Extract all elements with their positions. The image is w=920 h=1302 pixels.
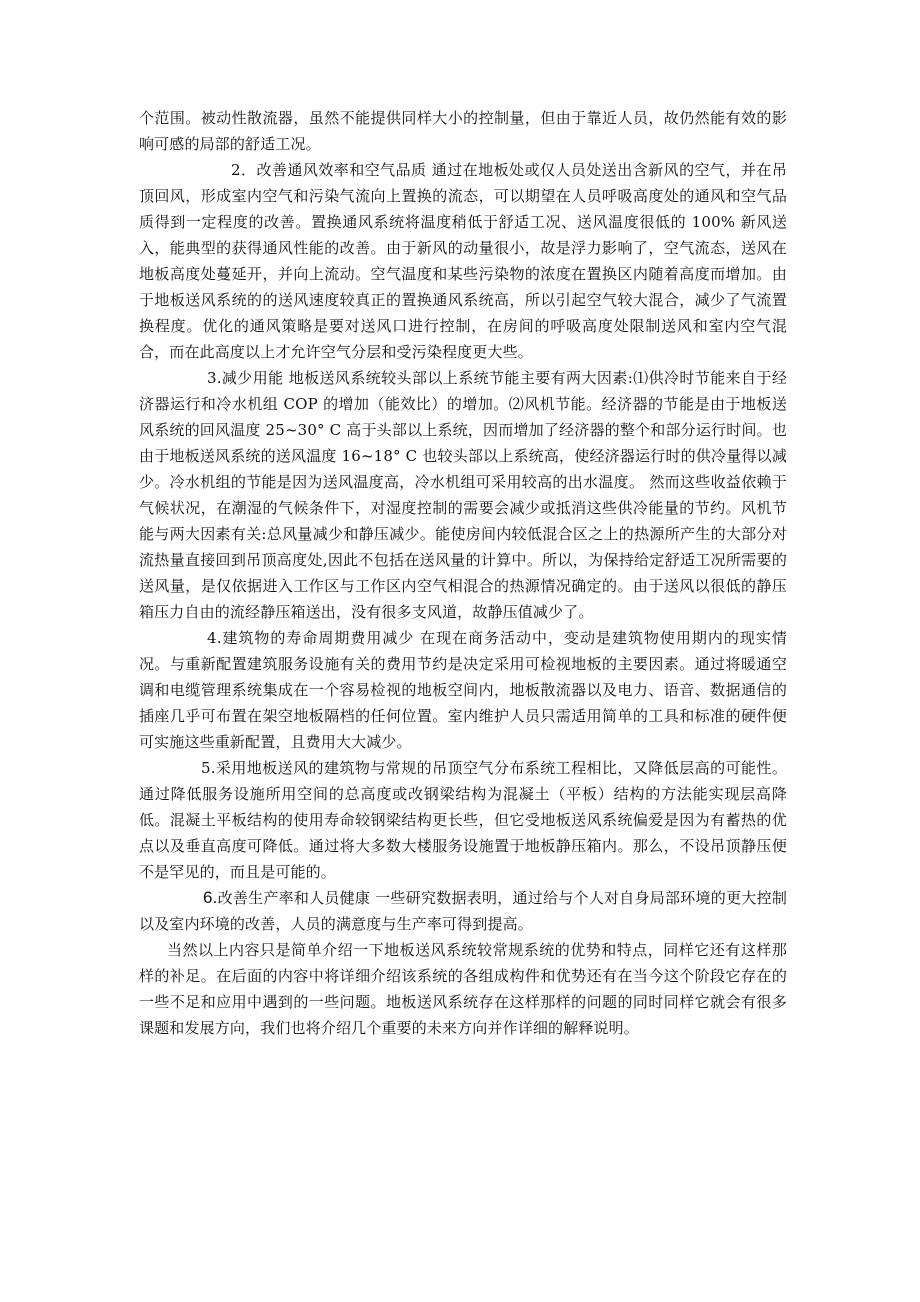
paragraph-conclusion — [139, 937, 787, 1041]
section-heading-2: 2．改善通风效率和空气品质 — [231, 161, 427, 179]
paragraph-text: 在现在商务活动中，变动是建筑物使用期内的现实情况。与重新配置建筑服务设施有关的费用节约是决定采用可检视地板的主要因素。通过将暖通空调和电缆管理系统集成在一个容易检视的地板空间内，地板散流器以及电力、语音、数据通信的插座几乎可布置在架空地板隔档的任何位置。室内维护人员只需适用简单的工具和标准的硬件便可实施这些重新配置，且费用大大减少。 — [139, 629, 787, 751]
paragraph-text: 个范围。被动性散流器，虽然不能提供同样大小的控制量，但由于靠近人员，故仍然能有效的影响可感的局部的舒适工况。 — [139, 109, 787, 153]
paragraph-productivity — [139, 885, 787, 937]
paragraph-lifecycle-cost — [139, 625, 787, 755]
paragraph-floor-height — [139, 755, 787, 885]
paragraph-intro-continuation — [139, 105, 787, 157]
paragraph-ventilation-efficiency — [139, 157, 787, 365]
section-heading-4: 4.建筑物的寿命周期费用减少 — [207, 629, 415, 647]
paragraph-text: 地板送风系统较头部以上系统节能主要有两大因素:⑴供冷时节能来自于经济器运行和冷水机组 COP 的增加（能效比）的增加。⑵风机节能。经济器的节能是由于地板送风系统的回风温度 25~30° C 高于头部以上系统，因而增加了经济器的整个和部分运行时间。也由于地板送风系统的送风温度 16~18° C 也较头部以上系统高，使经济器运行时的供冷量得以减少。冷水机组的节能是因为送风温度高，冷水机组可采用较高的出水温度。 然而这些收益依赖于气候状况，在潮湿的气候条件下，对湿度控制的需要会减少或抵消这些供冷能量的节约。风机节能与两大因素有关:总风量减少和静压减少。能使房间内较低混合区之上的热源所产生的大部分对流热量直接回到吊顶高度处,因此不包括在送风量的计算中。所以，为保持给定舒适工况所需要的送风量，是仅依据进入工作区与工作区内空气相混合的热源情况确定的。由于送风以很低的静压箱压力自由的流经静压箱送出，没有很多支风道，故静压值减少了。 — [139, 369, 787, 621]
paragraph-text: 5.采用地板送风的建筑物与常规的吊顶空气分布系统工程相比，又降低层高的可能性。通过降低服务设施所用空间的总高度或改钢梁结构为混凝土（平板）结构的方法能实现层高降低。混凝土平板结构的使用寿命较钢梁结构更长些，但它受地板送风系统偏爱是因为有蓄热的优点以及垂直高度可降低。通过将大多数大楼服务设施置于地板静压箱内。那么，不设吊顶静压便不是罕见的，而且是可能的。 — [139, 759, 787, 881]
section-heading-6: 改善生产率和人员健康 — [217, 889, 371, 907]
paragraph-text: 通过在地板处或仅人员处送出含新风的空气，并在吊顶回风，形成室内空气和污染气流向上置换的流态，可以期望在人员呼吸高度处的通风和空气品质得到一定程度的改善。置换通风系统将温度稍低于舒适工况、送风温度很低的 100% 新风送入，能典型的获得通风性能的改善。由于新风的动量很小，故是浮力影响了，空气流态，送风在地板高度处蔓延开，并向上流动。空气温度和某些污染物的浓度在置换区内随着高度而增加。由于地板送风系统的的送风速度较真正的置换通风系统高，所以引起空气较大混合，减少了气流置换程度。优化的通风策略是要对送风口进行控制，在房间的呼吸高度处限制送风和室内空气混合，而在此高度以上才允许空气分层和受污染程度更大些。 — [139, 161, 787, 361]
document-body — [139, 105, 787, 1041]
paragraph-energy-saving — [139, 365, 787, 625]
section-heading-3: 3.减少用能 — [207, 369, 284, 387]
paragraph-text: 当然以上内容只是简单介绍一下地板送风系统较常规系统的优势和特点，同样它还有这样那样的补足。在后面的内容中将详细介绍该系统的各组成构件和优势还有在当今这个阶段它存在的一些不足和应用中遇到的一些问题。地板送风系统存在这样那样的问题的同时同样它就会有很多课题和发展方向，我们也将介绍几个重要的未来方向并作详细的解释说明。 — [139, 941, 787, 1037]
section-number-6: 6. — [203, 888, 218, 907]
paragraph-text: 一些研究数据表明，通过给与个人对自身局部环境的更大控制以及室内环境的改善，人员的满意度与生产率可得到提高。 — [139, 889, 787, 933]
